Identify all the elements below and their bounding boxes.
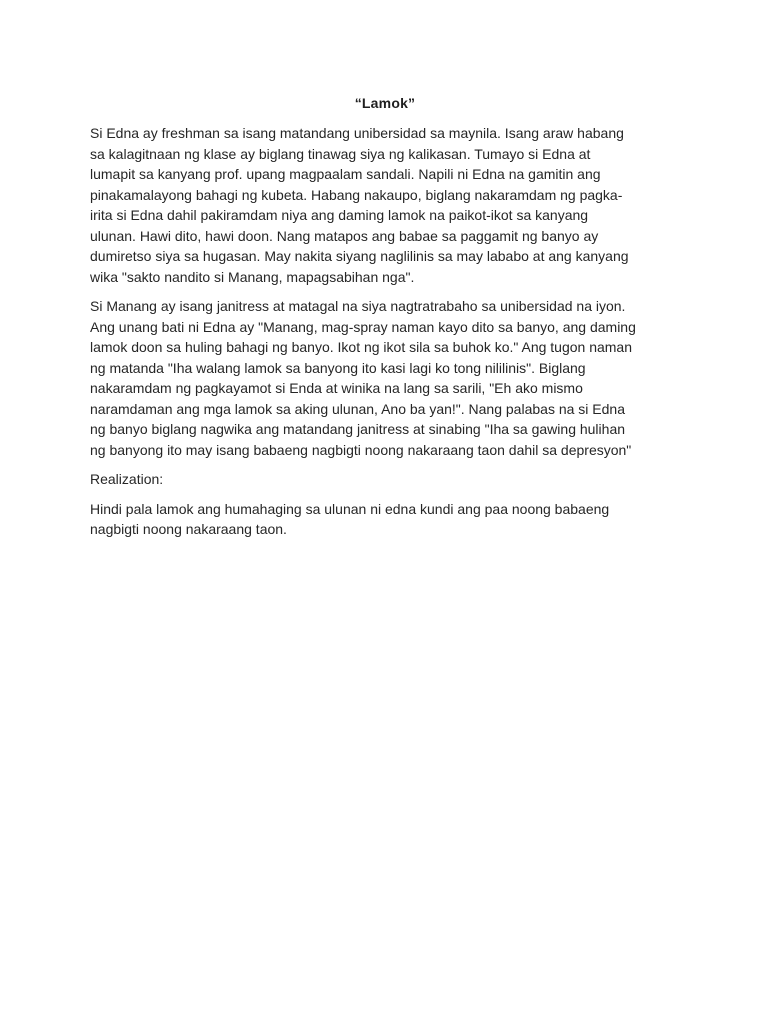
text-line: pinakamalayong bahagi ng kubeta. Habang nakaupo, biglang nakaramdam ng pagka- [90,186,623,203]
text-line: ulunan. Hawi dito, hawi doon. Nang matapos ang babae sa paggamit ng banyo ay [90,227,599,244]
text-line: Si Edna ay freshman sa isang matandang unibersidad sa maynila. Isang araw habang [90,125,624,141]
paragraph-3 [90,469,680,490]
text-line: sa kalagitnaan ng klase ay biglang tinawag siya ng kalikasan. Tumayo si Edna at [90,145,591,162]
text-line: Realization: [90,471,164,487]
text-line: naramdaman ang mga lamok sa aking ulunan, Ano ba yan!". Nang palabas na si Edna [90,400,625,417]
text-line: ng banyong ito may isang babaeng nagbigti noong nakaraang taon dahil sa depresyon" [90,441,632,458]
text-line: ng matanda "Iha walang lamok sa banyong ito kasi lagi ko tong nililinis". Biglang [90,359,586,376]
text-line: Ang unang bati ni Edna ay "Manang, mag-spray naman kayo dito sa banyo, ang daming [90,318,636,335]
paragraph-2 [90,296,680,460]
text-line: irita si Edna dahil pakiramdam niya ang daming lamok na paikot-ikot sa kanyang [90,207,589,223]
text-line: lamok doon sa huling bahagi ng banyo. Ikot ng ikot sila sa buhok ko." Ang tugon naman [90,339,633,355]
paragraph-4 [90,499,680,540]
text-line: ng banyo biglang nagwika ang matandang janitress at sinabing "Iha sa gawing hulihan [90,421,626,437]
document-body [90,93,680,549]
text-line: dumiretso siya sa hugasan. May nakita siyang naglilinis sa may lababo at ang kanyang [90,248,629,264]
paragraph-1 [90,123,680,287]
text-line: wika "sakto nandito si Manang, mapagsabihan nga". [90,268,415,285]
text-line: lumapit sa kanyang prof. upang magpaalam sandali. Napili ni Edna na gamitin ang [90,166,601,182]
text-line: nakaramdam ng pagkayamot si Enda at winika na lang sa sarili, "Eh ako mismo [90,380,583,396]
text-line: Hindi pala lamok ang humahaging sa ulunan ni edna kundi ang paa noong babaeng [90,500,610,517]
document-title: “Lamok” [354,95,416,111]
text-line: Si Manang ay isang janitress at matagal na siya nagtratrabaho sa unibersidad na iyon. [90,298,626,314]
text-line: nagbigti noong nakaraang taon. [90,521,287,537]
